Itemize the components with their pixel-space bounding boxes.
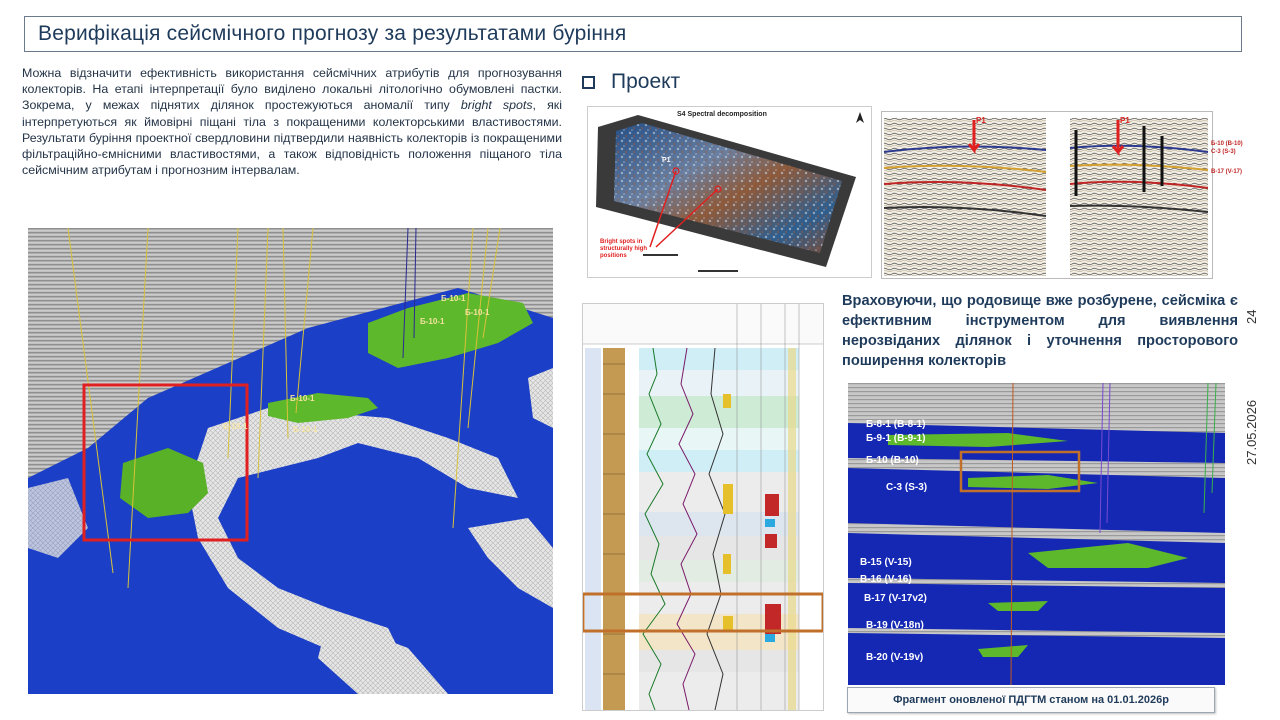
model3d-left-image <box>28 228 553 694</box>
paragraph-italic-term: bright spots <box>460 98 533 113</box>
caption-text: Фрагмент оновленої ПДГТМ станом на 01.01.2026р <box>893 694 1169 706</box>
body-paragraph <box>22 65 562 178</box>
paragraph-text-2: , які інтерпретуються як ймовірні піщані тіла з покращеними колекторськими властивостями. Результати буріння проектної свердловини підтвердили наявність колекторів із покращеними фільтраційно-ємнісними властивостями, а також відповідність положення піщаного тіла сейсмічним атрибутам і прогнозним інтервалам. <box>22 98 562 178</box>
horizon-label: С-3 (S-3) <box>886 482 928 493</box>
well-log-image <box>582 303 824 711</box>
title-bar <box>24 16 1242 52</box>
section-project-label: Проект <box>611 70 681 93</box>
conclusion-text: Враховуючи, що родовище вже розбурене, сейсміка є ефективним інструментом для виявлення нерозвіданих ділянок і уточнення просторового поширення колекторів <box>842 293 1238 369</box>
horizon-label: Б-8-1 (В-8-1) <box>866 419 926 430</box>
horizon-label: Б-10 (В-10) <box>866 455 919 466</box>
well-label: Б-10-1 <box>290 394 315 403</box>
spectral-panel-image <box>587 106 872 278</box>
bright-spots-annotation: Bright spots in structurally high positions <box>600 239 648 259</box>
spectral-panel-title: S4 Spectral decomposition <box>677 111 767 118</box>
well-label: Б-10-1 <box>441 294 466 303</box>
seismic-horizon-labels: Б-10 (В-10) С-3 (S-3) В-17 (V-17) <box>1211 141 1243 175</box>
horizon-label: В-16 (V-16) <box>860 574 912 585</box>
well-label: Б-10-1 <box>420 317 445 326</box>
well-label: Б-10-1 <box>465 308 490 317</box>
model3d-left-svg <box>28 228 553 694</box>
well-label: Б-10-1 <box>293 425 318 434</box>
model3d-right-image <box>848 383 1225 685</box>
caption-box <box>847 687 1215 713</box>
section-project-heading <box>582 70 680 94</box>
horizon-label: В-19 (V-18n) <box>866 620 924 631</box>
spectral-marker: P1 <box>662 157 671 164</box>
paragraph-text-1: Можна відзначити ефективність використання сейсмічних атрибутів для прогнозування колекторів. На етапі інтерпретації було виділено локальні літологічно обумовлені пастки. Зокрема, у межах піднятих ділянок простежуються аномалії типу <box>22 66 562 113</box>
horizon-label: В-17 (V-17v2) <box>864 593 927 604</box>
page-title: Верифікація сейсмічного прогнозу за результатами буріння <box>38 22 627 45</box>
well-label: Б-10-1 <box>223 422 248 431</box>
seismic-sections-image <box>881 111 1213 279</box>
page-number: 24 <box>1244 309 1259 324</box>
checkbox-icon <box>582 76 595 89</box>
seismic-marker-right: P1 <box>1120 116 1130 125</box>
horizon-label: Б-9-1 (В-9-1) <box>866 433 926 444</box>
horizon-label: В-15 (V-15) <box>860 557 912 568</box>
seismic-marker-left: P1 <box>976 116 986 125</box>
slide-date: 27.05.2026 <box>1244 399 1259 465</box>
horizon-label: В-20 (V-19v) <box>866 652 924 663</box>
